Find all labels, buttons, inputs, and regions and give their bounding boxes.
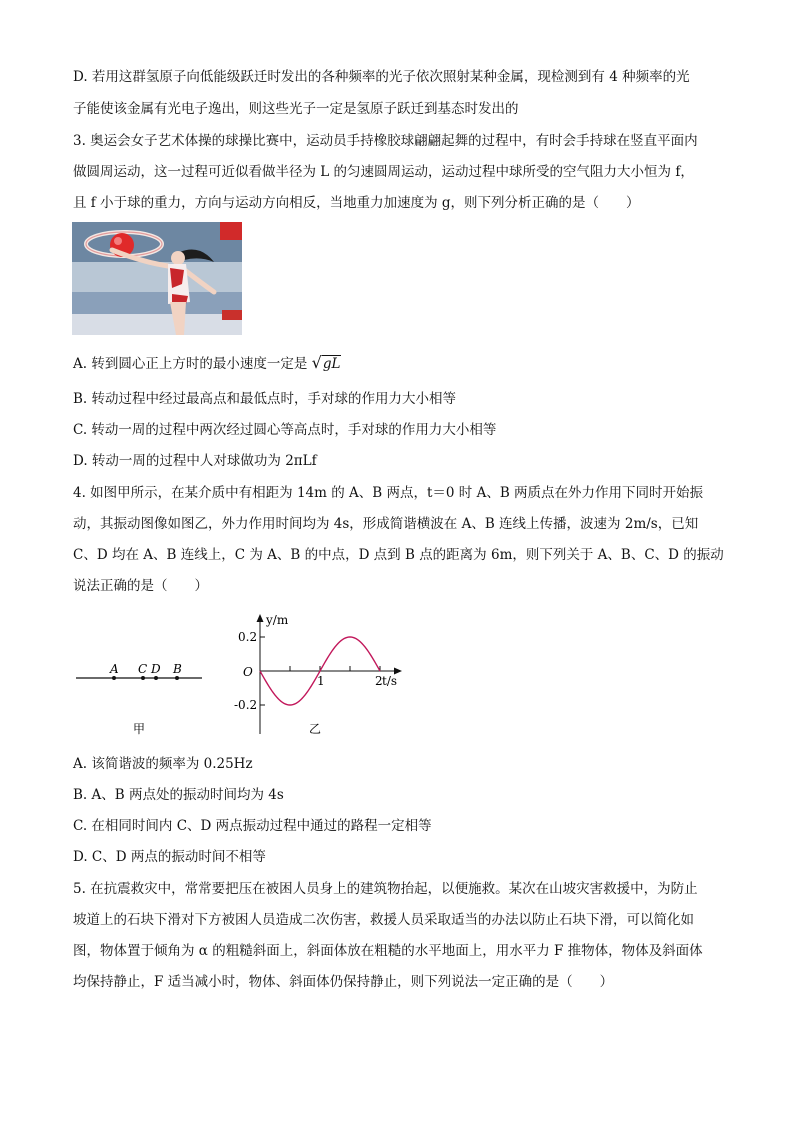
label-b: B (173, 662, 182, 676)
q5-stem-line1: 5. 在抗震救灾中，常常要把压在被困人员身上的建筑物抬起，以便施救。某次在山坡灾害救援中，为防止 (73, 881, 698, 897)
label-c: C (138, 662, 148, 676)
caption-yi: 乙 (309, 722, 322, 736)
y-axis-label: y/m (266, 613, 289, 627)
label-a: A (110, 662, 119, 676)
y-tick-bottom-label: -0.2 (234, 698, 258, 712)
q2-option-d-line2: 子能使该金属有光电子逸出，则这些光子一定是氢原子跃迁到基态时发出的 (73, 101, 519, 117)
point-b (175, 676, 179, 680)
x-tick-1-label: 1 (317, 674, 325, 688)
q4-option-d: D. C、D 两点的振动时间不相等 (73, 849, 266, 865)
y-tick-top-label: 0.2 (238, 630, 258, 644)
q3-stem-line1: 3. 奥运会女子艺术体操的球操比赛中，运动员手持橡胶球翩翩起舞的过程中，有时会手持球在竖直平面内 (73, 133, 698, 149)
q3-option-c: C. 转动一周的过程中两次经过圆心等高点时，手对球的作用力大小相等 (73, 422, 497, 438)
q5-stem-line2: 坡道上的石块下滑对下方被困人员造成二次伤害，救援人员采取适当的办法以防止石块下滑，可以简化如 (73, 912, 694, 928)
q4-stem-line3: C、D 均在 A、B 连线上，C 为 A、B 的中点，D 点到 B 点的距离为 6m，则下列关于 A、B、C、D 的振动 (73, 547, 724, 563)
q3-stem-line3: 且 f 小于球的重力，方向与运动方向相反，当地重力加速度为 g，则下列分析正确的是（ ） (73, 195, 640, 211)
q2-option-d-line1: D. 若用这群氢原子向低能级跃迁时发出的各种频率的光子依次照射某种金属，现检测到有 4 种频率的光 (73, 69, 690, 85)
sqrt-sign: √ (311, 353, 322, 372)
label-d: D (151, 662, 161, 676)
x-axis-label: t/s (382, 674, 398, 688)
point-a (112, 676, 116, 680)
caption-jia: 甲 (133, 722, 146, 736)
q3-option-a-formula: gL (322, 356, 341, 372)
figure-jia (70, 655, 210, 740)
figure-yi (232, 610, 412, 745)
q3-option-a-text: A. 转到圆心正上方时的最小速度一定是 (73, 356, 308, 372)
q3-option-b: B. 转动过程中经过最高点和最低点时，手对球的作用力大小相等 (73, 391, 457, 407)
q4-option-c: C. 在相同时间内 C、D 两点振动过程中通过的路程一定相等 (73, 818, 432, 834)
rhythmic-gymnast-photo (72, 222, 242, 335)
q3-option-a (73, 354, 341, 373)
gymnast-photo-illustration (72, 222, 242, 335)
point-c (141, 676, 145, 680)
q4-option-a: A. 该简谐波的频率为 0.25Hz (73, 756, 253, 772)
q3-stem-line2: 做圆周运动，这一过程可近似看做半径为 L 的匀速圆周运动，运动过程中球所受的空气阻力大小恒为 f， (73, 164, 694, 180)
q4-stem-line1: 4. 如图甲所示，在某介质中有相距为 14m 的 A、B 两点，t＝0 时 A、B 两质点在外力作用下同时开始振 (73, 485, 704, 501)
q4-option-b: B. A、B 两点处的振动时间均为 4s (73, 787, 284, 803)
point-d (154, 676, 158, 680)
q4-stem-line2: 动，其振动图像如图乙，外力作用时间均为 4s，形成简谐横波在 A、B 连线上传播，波速为 2m/s，已知 (73, 516, 699, 532)
q5-stem-line3: 图，物体置于倾角为 α 的粗糙斜面上，斜面体放在粗糙的水平地面上，用水平力 F 推物体，物体及斜面体 (73, 943, 703, 959)
origin-label: O (243, 665, 253, 679)
q5-stem-line4: 均保持静止，F 适当减小时，物体、斜面体仍保持静止，则下列说法一定正确的是（ ） (73, 974, 614, 990)
y-axis-arrow (257, 614, 264, 622)
q3-option-d: D. 转动一周的过程中人对球做功为 2πLf (73, 453, 317, 469)
x-tick-2-label: 2 (375, 674, 383, 688)
q4-stem-line4: 说法正确的是（ ） (73, 578, 208, 594)
